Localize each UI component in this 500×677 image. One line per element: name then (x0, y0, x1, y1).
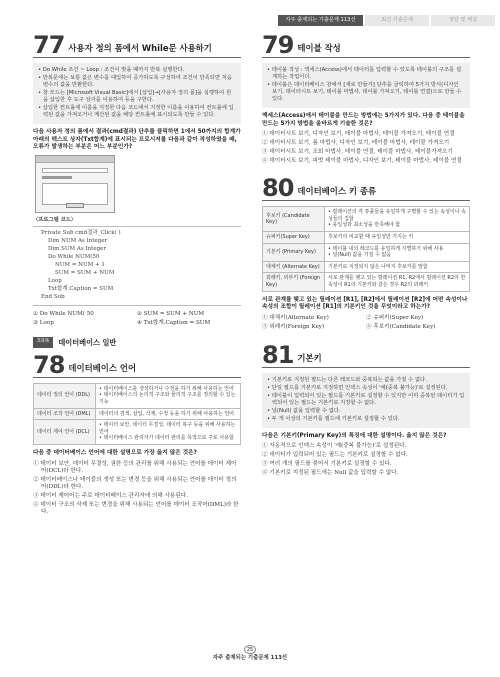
table-row (263, 243, 470, 261)
answer-option[interactable]: ④ 후보키(Candidate Key) (366, 324, 436, 331)
code-line: Dim NUM As Integer (41, 237, 108, 244)
code-line: End Sub (41, 293, 65, 300)
section-number: 80 (262, 174, 294, 203)
right-column (262, 31, 470, 479)
answer-option[interactable]: ③ 여러 개의 필드를 묶어서 기본키로 설정할 수 있다. (262, 461, 392, 468)
question-78: 다음 중 데이터베이스 언어에 대한 설명으로 가장 옳지 않은 것은? (33, 449, 197, 456)
code-line: Txt합계.Caption = SUM (41, 285, 114, 292)
answer-option[interactable]: ④ 데이터 구조의 삭제 또는 변경을 위해 사용되는 언어를 데이터 조작어(DML)라 한다. (33, 501, 239, 516)
table-row (263, 207, 470, 232)
code-label: 〈프로그램 코드〉 (33, 216, 77, 223)
section-79-notes (262, 63, 470, 108)
row-desc: 후보키의 비교할 때 유일성만 가지는 키 (325, 232, 470, 244)
code-line: Loop (41, 277, 62, 284)
section-title: 사용자 정의 폼에서 While문 사용하기 (68, 43, 212, 53)
section-77-notes (33, 63, 241, 124)
note: • 삽입한 컨트롤에 이름을 지정한 다음 코드에서 지정한 이름을 이용하여 컨트롤에 입력된 값을 가져오거나 계산된 값을 해당 컨트롤에 표시되도록 만들 수 있다. (38, 104, 234, 118)
note: • Do While 조건 ~ Loop : 조건이 맞을 때까지 반복 실행한다. (38, 67, 185, 73)
row-desc: • 데이터베이스를 생성하거나 수정을 하기 위해 사용하는 언어 • 데이터베이스의 논리적 구조와 물리적 구조를 정의할 수 있는 기능 (96, 383, 241, 408)
section-title: 데이터베이스 키 종류 (297, 186, 377, 197)
answer-option[interactable]: ③ 데이터 제어어는 주로 데이터베이스 관리자에 의해 사용된다. (33, 493, 188, 500)
question-80: 서로 관계를 맺고 있는 릴레이션 [R1], [R2]에서 릴레이션 [R2]에 어떤 속성이나 속성의 조합이 릴레이션 [R1]의 기본키인 것을 무엇이라고 하는가? (262, 296, 468, 311)
answer-option[interactable]: ② SUM = SUM + NUM (137, 310, 205, 317)
part-divider (33, 337, 241, 347)
note: • 단일 필드를 기본키로 지정하면 인덱스 속성이 '예(중복 불가능)'로 설정된다. (267, 384, 448, 391)
row-desc: 데이터의 검색, 삽입, 삭제, 수정 등을 하기 위해 사용하는 언어 (96, 408, 241, 420)
note: • 반복문에는 보통 값은 변수를 대입하여 증가하도록 구성하여 조건이 만족되면 처음 변수의 값을 반환한다. (38, 74, 232, 88)
section-number: 77 (33, 31, 65, 59)
note: • 창 모드는 [Microsoft Visual Basic]에서 [삽입]→[사용자 정의 폼]을 실행하여 원을 삽입한 후 도구 상자를 이용하여 등을 구한다. (38, 89, 232, 103)
page-footer: 자주 출제되는 기출문제 113선 (212, 655, 288, 661)
left-column (33, 31, 241, 518)
section-title: 테이블 작성 (297, 43, 341, 53)
code-block (33, 226, 241, 306)
note: • 테이블 작성 : 액세스(Access)에서 데이터를 입력할 수 있도록 테이블의 구조를 설계하는 작업이다. (267, 67, 462, 80)
section-81-notes (262, 373, 470, 428)
section-77-header (33, 31, 241, 59)
answer-option[interactable]: ① Do While NUM( 50 (33, 310, 94, 317)
row-header: 기본키 (Primary Key) (263, 243, 325, 261)
section-78-header (33, 350, 241, 379)
page-header (0, 13, 500, 27)
question-81: 다음은 기본키(Primary Key)의 특징에 대한 설명이다. 옳지 않은 것은? (262, 432, 447, 439)
answer-option[interactable]: ② 데이터가 입력되어 있는 필드는 기본키로 설정할 수 없다. (262, 452, 408, 459)
answer-options-79 (262, 131, 470, 165)
answer-option[interactable]: ① 대체키(Alternate Key) (262, 315, 329, 322)
table-row (34, 420, 241, 445)
row-header: 데이터 조작 언어 (DML) (34, 408, 96, 420)
answer-option[interactable]: ③ 데이터시트 보기, 조회 마법사, 테이블 연결, 테이블 마법사, 테이블가져오기 (262, 149, 453, 156)
page-number: 25 (244, 645, 256, 654)
answer-option[interactable]: ④ Txt합계.Caption = SUM (137, 320, 211, 327)
tab-recent: 최신 기출문제 (365, 15, 429, 26)
note: • 기본키로 지정된 필드는 다른 레코드와 중복되는 값을 가질 수 없다. (267, 376, 427, 383)
row-desc: 서로 관계를 맺고 있는 릴레이션 R1, R2에서 릴레이션 R2의 한 속성이 R1의 기본키와 같은 경우 R2의 외래키 (325, 273, 470, 291)
section-number: 81 (262, 340, 294, 369)
answer-option[interactable]: ② 데이터시트 보기, 폼 마법사, 디자인 보기, 테이블 마법사, 테이블 가져오기 (262, 140, 450, 147)
section-number: 79 (262, 31, 294, 59)
answer-option[interactable]: ③ Loop (33, 320, 54, 327)
table-row (34, 383, 241, 408)
row-header: 데이터 제어 언어 (DCL) (34, 420, 96, 445)
answer-option[interactable]: ② 슈퍼키(Super Key) (366, 315, 424, 322)
answer-option[interactable]: ④ 데이터시트 보기, 피벗 테이블 마법사, 디자인 보기, 테이블 마법사, 테이블 연결 (262, 157, 462, 164)
answer-options-78 (33, 461, 241, 517)
code-line: SUM = SUM + NUM (41, 269, 115, 276)
row-desc: • 테이블 내의 레코드를 유일하게 식별하기 위해 사용 • 널(Null) 값을 가질 수 없음 (325, 243, 470, 261)
question-77: 다음 사용자 정의 폼에서 결과(cmd결과) 단추를 클릭하면 1에서 50까지의 합계가 아래의 텍스트 상자(Txt합계)에 표시되는 프로시저를 다음과 같이 작성하였을 때, 오류가 발생하는 부분은 어느 부분인가? (33, 128, 241, 151)
row-header: 데이터 정의 언어 (DDL) (34, 383, 96, 408)
userform-screenshot (35, 155, 115, 213)
tab-frequent: 자주 출제되는 기출문제 113선 (278, 15, 363, 26)
part-title: 데이터베이스 일반 (58, 337, 117, 347)
row-header: 후보키 (Candidate Key) (263, 207, 325, 232)
row-desc: • 데이터 보안, 데이터 무결성, 데이터 복구 등을 위해 사용하는 언어 • 데이터베이스 관리자가 데이터 관리를 목적으로 주로 사용함 (96, 420, 241, 445)
tab-answers: 정답 및 해설 (431, 15, 495, 26)
db-key-table (262, 206, 470, 291)
section-81-header (262, 340, 470, 369)
section-79-header (262, 31, 470, 59)
note: • 테이블이 입력되어 있는 필드를 기본키로 설정할 수 있지만 이미 중복된 데이터가 입력되어 있는 필드는 기본키로 지정할 수 없다. (267, 392, 465, 406)
section-number: 78 (33, 350, 65, 379)
answer-option[interactable]: ① 데이터시트 보기, 디자인 보기, 테이블 마법사, 테이블 가져오기, 테이블 연결 (262, 131, 455, 138)
row-header: 대체키 (Alternate Key) (263, 261, 325, 273)
code-line: Dim SUM As Integer (41, 245, 107, 252)
note: • 널(Null) 값을 입력할 수 없다. (267, 407, 341, 414)
table-row (34, 408, 241, 420)
code-line: Do While NUM(50 (41, 253, 100, 260)
section-title: 데이터베이스 언어 (68, 362, 137, 373)
answer-option[interactable]: ④ 기본키로 지정된 필드에는 Null 값을 입력할 수 없다. (262, 469, 399, 476)
table-row (263, 261, 470, 273)
answer-option[interactable]: ② 데이터베이스나 테이블의 생성 또는 변경 등을 위해 사용되는 언어를 데이터 정의어(DDL)라 한다. (33, 476, 237, 491)
code-line: Private Sub cmd결과_Click( ) (41, 229, 121, 236)
row-desc: • 릴레이션의 각 튜플들을 유일하게 구별할 수 있는 속성이나 속성들의 집합 • 유일성과 최소성을 만족해야 함 (325, 207, 470, 232)
question-79: 액세스(Access)에서 테이블을 만드는 방법에는 5가지가 있다. 다음 중 테이블을 만드는 5가지 방법을 올바르게 기술한 것은? (262, 112, 465, 127)
answer-options-80 (262, 315, 470, 332)
table-row (263, 273, 470, 291)
row-header: 외래키, 외부키 (Foreign Key) (263, 273, 325, 291)
answer-options-77 (33, 311, 241, 328)
answer-option[interactable]: ① 자동적으로 인덱스 속성이 '예(중복 불가능)'로 설정된다. (262, 443, 407, 450)
section-title: 기본키 (297, 352, 322, 363)
note: • 두 개 이상의 기본키를 필드에 기본키로 설정할 수 있다. (267, 415, 400, 422)
part-badge: 3과목 (33, 337, 53, 347)
table-row (263, 232, 470, 244)
answer-option[interactable]: ① 데이터 보안, 데이터 무결성, 권한 등의 관리를 위해 사용되는 언어를 데이터 제어어(DCL)라 한다. (33, 460, 237, 474)
answer-option[interactable]: ③ 외래키(Foreign Key) (262, 324, 325, 331)
answer-options-81 (262, 443, 470, 477)
db-language-table (33, 383, 241, 445)
row-header: 슈퍼키(Super Key) (263, 232, 325, 244)
row-desc: 기본키로 지정되지 않은 나머지 후보키를 말함 (325, 261, 470, 273)
section-80-header (262, 174, 470, 203)
code-line: NUM = NUM + 1 (41, 261, 105, 268)
note: • 테이블은 데이터베이스 창에서 [새로 만들기] 단추를 클릭하여 5가지 방식(디자인 보기, 데이터시트 보기, 테이블 마법사, 테이블 가져오기, 테이블 연결)으로 만들 수 있다. (267, 81, 462, 102)
